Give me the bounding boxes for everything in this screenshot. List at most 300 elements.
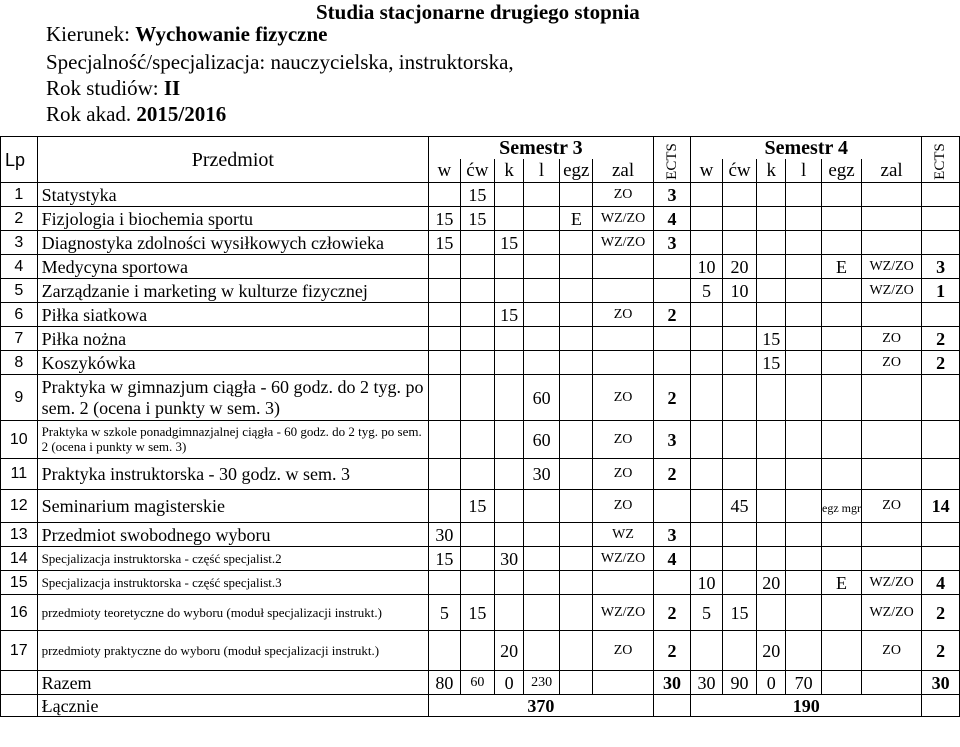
sem4-ects: 2 [922, 351, 960, 375]
sem4-subheader: w [691, 159, 722, 183]
year-of-study [46, 76, 180, 101]
sem3-l [523, 571, 559, 595]
sem4-zal: WZ/ZO [862, 571, 922, 595]
row-number: 6 [1, 303, 38, 327]
sem3-egz [560, 303, 593, 327]
sem3-ects: 3 [653, 231, 691, 255]
sem3-ects [653, 279, 691, 303]
row-number: 9 [1, 375, 38, 421]
sem3-ects: 3 [653, 183, 691, 207]
sem3-l: 60 [523, 375, 559, 421]
table-row [1, 595, 960, 631]
subject-name: Specjalizacja instruktorska - część specjalist.2 [37, 547, 429, 571]
academic-year-value: 2015/2016 [136, 102, 227, 126]
sem3-zal [593, 327, 653, 351]
sem4-egz [822, 231, 862, 255]
table-row [1, 490, 960, 523]
sem3-zal: WZ/ZO [593, 547, 653, 571]
sem3-subheader: zal [593, 159, 653, 183]
sem4-zal [862, 547, 922, 571]
sem3-zal [593, 571, 653, 595]
sem4-k [757, 279, 786, 303]
row-number [1, 671, 38, 695]
sem4-zal: ZO [862, 490, 922, 523]
sem3-zal: ZO [593, 459, 653, 490]
sem3-l [523, 183, 559, 207]
sem3-k: 30 [495, 547, 524, 571]
sem4-l [786, 490, 822, 523]
sem3-l: 30 [523, 459, 559, 490]
sem4-w [691, 303, 722, 327]
sem4-cw [722, 303, 757, 327]
sem3-w [429, 490, 460, 523]
sem3-zal: WZ/ZO [593, 595, 653, 631]
sem3-w [429, 571, 460, 595]
sem4-w [691, 490, 722, 523]
sem4-zal: WZ/ZO [862, 255, 922, 279]
sem4-w: 5 [691, 595, 722, 631]
sem3-cw [460, 351, 495, 375]
sem3-k [495, 421, 524, 459]
sem4-w [691, 327, 722, 351]
sem4-egz-mgr: egz mgr [822, 500, 862, 515]
sem4-zal [862, 375, 922, 421]
sem4-ects [922, 421, 960, 459]
sem4-zal: WZ/ZO [862, 595, 922, 631]
row-number: 16 [1, 595, 38, 631]
sem3-w [429, 351, 460, 375]
row-number: 11 [1, 459, 38, 490]
sem4-k: 15 [757, 327, 786, 351]
sem3-l [523, 547, 559, 571]
sem3-egz [560, 459, 593, 490]
sem4-l [786, 279, 822, 303]
sem3-k: 20 [495, 631, 524, 671]
sem4-w [691, 207, 722, 231]
field-of-study-label: Kierunek: [46, 22, 136, 46]
sem3-zal: WZ/ZO [593, 231, 653, 255]
sem3-ects: 2 [653, 375, 691, 421]
sem3-w: 30 [429, 523, 460, 547]
sem3-k [495, 207, 524, 231]
sem3-egz [560, 231, 593, 255]
sem4-l [786, 183, 822, 207]
table-row [1, 421, 960, 459]
sem3-zal: WZ [593, 523, 653, 547]
sem4-ects [922, 183, 960, 207]
sem3-zal: ZO [593, 183, 653, 207]
sem3-l: 60 [523, 421, 559, 459]
sem4-zal [862, 523, 922, 547]
total-sem4-4 [822, 671, 862, 695]
sem4-w: 10 [691, 571, 722, 595]
total-sem4-1: 90 [722, 671, 757, 695]
row-number: 12 [1, 490, 38, 523]
sem3-egz [560, 327, 593, 351]
sem3-k [495, 279, 524, 303]
sem3-w: 5 [429, 595, 460, 631]
sem3-egz: E [560, 207, 593, 231]
sem3-w [429, 375, 460, 421]
field-of-study [46, 22, 328, 47]
sem4-ects [922, 523, 960, 547]
sem4-k [757, 459, 786, 490]
semester-4-header: Semestr 4 [691, 137, 922, 159]
sem4-egz [822, 459, 862, 490]
sem4-subheader: l [786, 159, 822, 183]
sem3-w [429, 279, 460, 303]
sem3-k [495, 327, 524, 351]
sem4-ects: 3 [922, 255, 960, 279]
sem3-w [429, 183, 460, 207]
row-number: 5 [1, 279, 38, 303]
sem3-zal: WZ/ZO [593, 207, 653, 231]
sem4-egz [822, 303, 862, 327]
subject-name: Praktyka instruktorska - 30 godz. w sem. 3 [37, 459, 429, 490]
total-sem4-ects: 30 [922, 671, 960, 695]
sem4-subheader: egz [822, 159, 862, 183]
grand-total-sem4: 190 [691, 695, 922, 717]
sem4-egz [822, 375, 862, 421]
sem4-zal [862, 207, 922, 231]
total-sem3-0: 80 [429, 671, 460, 695]
sem3-k [495, 490, 524, 523]
sem4-k [757, 421, 786, 459]
subject-name: Piłka nożna [37, 327, 429, 351]
sem4-cw: 10 [722, 279, 757, 303]
subject-name: przedmioty teoretyczne do wyboru (moduł specjalizacji instrukt.) [37, 595, 429, 631]
sem3-k: 15 [495, 231, 524, 255]
sem3-ects [653, 255, 691, 279]
sem4-l [786, 303, 822, 327]
sem3-egz [560, 631, 593, 671]
table-row [1, 279, 960, 303]
total-sem3-4 [560, 671, 593, 695]
sem3-ects [653, 490, 691, 523]
sem4-k: 20 [757, 631, 786, 671]
sem4-zal [862, 459, 922, 490]
sem4-egz: E [822, 571, 862, 595]
subject-name: Specjalizacja instruktorska - część specjalist.3 [37, 571, 429, 595]
table-row [1, 327, 960, 351]
sem4-l [786, 595, 822, 631]
total-label: Razem [37, 671, 429, 695]
sem3-ects: 2 [653, 459, 691, 490]
sem3-l [523, 255, 559, 279]
table-row [1, 231, 960, 255]
sem3-l [523, 279, 559, 303]
sem4-subheader: zal [862, 159, 922, 183]
sem4-cw [722, 183, 757, 207]
sem4-w [691, 547, 722, 571]
subject-name: Diagnostyka zdolności wysiłkowych człowieka [37, 231, 429, 255]
sem3-l [523, 231, 559, 255]
sem3-subheader: egz [560, 159, 593, 183]
curriculum-table [0, 136, 960, 717]
sem3-k [495, 459, 524, 490]
row-number: 2 [1, 207, 38, 231]
row-number: 14 [1, 547, 38, 571]
sem4-cw [722, 571, 757, 595]
sem4-egz [822, 490, 862, 523]
sem3-ects: 2 [653, 303, 691, 327]
sem4-l [786, 351, 822, 375]
sem3-l [523, 490, 559, 523]
sem4-ects [922, 375, 960, 421]
sem4-l [786, 523, 822, 547]
ects-3-header-text: ECTS [663, 143, 680, 180]
sem4-cw [722, 351, 757, 375]
sem4-cw [722, 631, 757, 671]
total-sem4-5 [862, 671, 922, 695]
sem4-w [691, 183, 722, 207]
sem3-w [429, 421, 460, 459]
sem3-cw [460, 523, 495, 547]
sem4-zal [862, 231, 922, 255]
sem4-ects [922, 303, 960, 327]
sem4-zal: ZO [862, 351, 922, 375]
sem4-egz [822, 547, 862, 571]
table-row [1, 183, 960, 207]
total-sem4-0: 30 [691, 671, 722, 695]
total-sem3-2: 0 [495, 671, 524, 695]
sem3-ects: 3 [653, 523, 691, 547]
sem3-cw: 15 [460, 490, 495, 523]
sem3-w [429, 255, 460, 279]
sem4-k [757, 183, 786, 207]
table-row [1, 459, 960, 490]
sem4-egz [822, 327, 862, 351]
table-row [1, 571, 960, 595]
row-number [1, 695, 38, 717]
grand-total-sem4-ects [922, 695, 960, 717]
sem3-cw [460, 231, 495, 255]
sem3-egz [560, 490, 593, 523]
sem4-l [786, 459, 822, 490]
sem3-egz [560, 351, 593, 375]
sem3-subheader: ćw [460, 159, 495, 183]
sem3-k: 15 [495, 303, 524, 327]
sem3-zal [593, 279, 653, 303]
field-of-study-value: Wychowanie fizyczne [135, 22, 328, 46]
sem4-k [757, 547, 786, 571]
sem4-w [691, 351, 722, 375]
sem4-k [757, 207, 786, 231]
sem3-zal: ZO [593, 631, 653, 671]
sem3-egz [560, 547, 593, 571]
sem3-cw [460, 303, 495, 327]
sem4-egz [822, 631, 862, 671]
table-row [1, 303, 960, 327]
sem3-w: 15 [429, 547, 460, 571]
sem3-ects: 2 [653, 631, 691, 671]
sem4-egz [822, 351, 862, 375]
sem4-l [786, 207, 822, 231]
sem3-l [523, 595, 559, 631]
sem3-k [495, 351, 524, 375]
subject-name: Praktyka w szkole ponadgimnazjalnej ciągła - 60 godz. do 2 tyg. po sem. 2 (ocena i punkty w sem. 3) [37, 421, 429, 459]
sem3-cw [460, 631, 495, 671]
sem4-subheader: ćw [722, 159, 757, 183]
sem3-w [429, 459, 460, 490]
sem3-egz [560, 571, 593, 595]
sem4-k [757, 255, 786, 279]
sem3-ects: 4 [653, 547, 691, 571]
sem3-l [523, 523, 559, 547]
total-sem3-1: 60 [460, 671, 495, 695]
sem4-k [757, 303, 786, 327]
sem3-w [429, 327, 460, 351]
semester-3-header: Semestr 3 [429, 137, 653, 159]
row-number: 8 [1, 351, 38, 375]
sem4-zal [862, 183, 922, 207]
sem4-k [757, 231, 786, 255]
sem4-l [786, 421, 822, 459]
sem4-k [757, 490, 786, 523]
row-number: 15 [1, 571, 38, 595]
sem4-cw [722, 375, 757, 421]
sem3-subheader: l [523, 159, 559, 183]
sem3-cw [460, 421, 495, 459]
row-number: 1 [1, 183, 38, 207]
sem4-egz [822, 421, 862, 459]
sem3-egz [560, 595, 593, 631]
subject-name: Statystyka [37, 183, 429, 207]
sem4-l [786, 375, 822, 421]
sem4-k [757, 375, 786, 421]
row-number: 3 [1, 231, 38, 255]
sem4-l [786, 547, 822, 571]
sem4-egz [822, 595, 862, 631]
sem4-cw: 15 [722, 595, 757, 631]
sem3-k [495, 595, 524, 631]
sem4-l [786, 231, 822, 255]
sem4-w [691, 231, 722, 255]
sem3-zal [593, 351, 653, 375]
sem3-zal: ZO [593, 490, 653, 523]
sem4-egz [822, 207, 862, 231]
sem4-zal [862, 303, 922, 327]
total-row [1, 671, 960, 695]
page-title: Studia stacjonarne drugiego stopnia [316, 0, 640, 24]
sem4-cw: 45 [722, 490, 757, 523]
sem4-k: 20 [757, 571, 786, 595]
table-row [1, 523, 960, 547]
sem3-cw [460, 279, 495, 303]
sem4-egz: E [822, 255, 862, 279]
sem4-cw [722, 231, 757, 255]
row-number: 7 [1, 327, 38, 351]
lp-header: Lp [1, 137, 38, 183]
sem3-ects [653, 351, 691, 375]
sem4-l [786, 327, 822, 351]
table-row [1, 631, 960, 671]
sem4-ects: 1 [922, 279, 960, 303]
sem3-l [523, 351, 559, 375]
grand-total-row [1, 695, 960, 717]
subject-name: Medycyna sportowa [37, 255, 429, 279]
row-number: 13 [1, 523, 38, 547]
sem4-cw [722, 523, 757, 547]
sem3-cw: 15 [460, 595, 495, 631]
sem4-cw [722, 547, 757, 571]
sem4-k: 15 [757, 351, 786, 375]
sem3-w: 15 [429, 207, 460, 231]
sem4-ects [922, 459, 960, 490]
subject-name: Przedmiot swobodnego wyboru [37, 523, 429, 547]
year-of-study-label: Rok studiów: [46, 76, 164, 100]
table-row [1, 351, 960, 375]
total-sem4-3: 70 [786, 671, 822, 695]
grand-total-label: Łącznie [37, 695, 429, 717]
sem3-cw: 15 [460, 207, 495, 231]
sem3-k [495, 255, 524, 279]
sem4-w: 10 [691, 255, 722, 279]
sem3-w [429, 303, 460, 327]
sem4-w: 5 [691, 279, 722, 303]
sem3-cw [460, 375, 495, 421]
sem3-k [495, 375, 524, 421]
subject-name: Piłka siatkowa [37, 303, 429, 327]
year-of-study-value: II [163, 76, 181, 100]
sem4-cw [722, 421, 757, 459]
subject-name: Zarządzanie i marketing w kulturze fizycznej [37, 279, 429, 303]
sem3-egz [560, 183, 593, 207]
sem3-l [523, 303, 559, 327]
specialization: Specjalność/specjalizacja: nauczycielska, instruktorska, [46, 50, 514, 74]
sem3-k [495, 523, 524, 547]
sem3-cw [460, 547, 495, 571]
sem4-w [691, 459, 722, 490]
sem4-w [691, 421, 722, 459]
row-number: 4 [1, 255, 38, 279]
sem4-k [757, 595, 786, 631]
sem4-ects: 4 [922, 571, 960, 595]
sem3-egz [560, 255, 593, 279]
sem3-ects: 4 [653, 207, 691, 231]
subject-name: Koszykówka [37, 351, 429, 375]
sem3-k [495, 183, 524, 207]
sem3-zal: ZO [593, 421, 653, 459]
sem4-ects [922, 547, 960, 571]
sem4-ects: 14 [922, 490, 960, 523]
sem4-l [786, 255, 822, 279]
sem3-egz [560, 523, 593, 547]
sem4-cw [722, 459, 757, 490]
header-row [1, 137, 960, 159]
ects-3-header [653, 137, 691, 183]
sem3-l [523, 327, 559, 351]
sem4-zal: ZO [862, 327, 922, 351]
subject-name: Fizjologia i biochemia sportu [37, 207, 429, 231]
sem4-cw: 20 [722, 255, 757, 279]
sem4-w [691, 523, 722, 547]
sem4-ects [922, 231, 960, 255]
sem3-cw [460, 459, 495, 490]
sem3-cw: 15 [460, 183, 495, 207]
sem3-zal: ZO [593, 375, 653, 421]
sem4-ects: 2 [922, 631, 960, 671]
sem3-subheader: w [429, 159, 460, 183]
ects-4-header-text: ECTS [932, 143, 949, 180]
sem4-ects: 2 [922, 327, 960, 351]
total-sem3-ects: 30 [653, 671, 691, 695]
sem3-ects [653, 571, 691, 595]
sem4-l [786, 631, 822, 671]
sem3-egz [560, 279, 593, 303]
subject-name: Praktyka w gimnazjum ciągła - 60 godz. do 2 tyg. po sem. 2 (ocena i punkty w sem. 3) [37, 375, 429, 421]
sem3-cw [460, 327, 495, 351]
